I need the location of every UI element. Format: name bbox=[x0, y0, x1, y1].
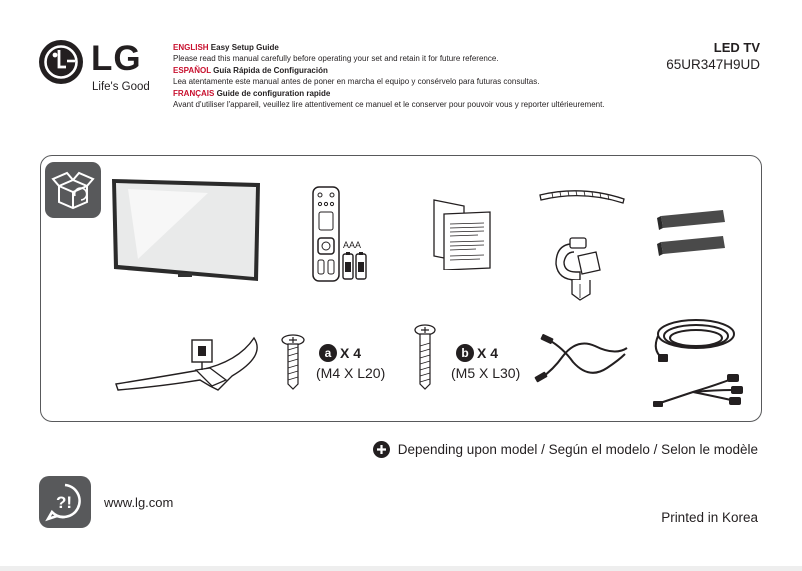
intro-body-es: Lea atentamente este manual antes de poner en marcha el equipo y consérvelo para futuras consultas. bbox=[173, 77, 540, 86]
manuals-illustration bbox=[430, 198, 498, 270]
av-gender-cable-illustration bbox=[653, 370, 745, 410]
screw-a-illustration bbox=[280, 334, 306, 390]
intro-body-en: Please read this manual carefully before operating your set and retain it for future reference. bbox=[173, 54, 499, 63]
cable-holder-illustration bbox=[550, 234, 606, 304]
screw-a-badge: a bbox=[319, 344, 337, 362]
printed-in: Printed in Korea bbox=[661, 510, 758, 525]
product-type: LED TV bbox=[713, 40, 760, 55]
intro-heading-fr bbox=[173, 88, 643, 99]
power-cord-illustration bbox=[650, 312, 742, 364]
optional-items-note bbox=[373, 441, 758, 458]
lg-face-logo-icon bbox=[39, 40, 83, 84]
intro-heading-en bbox=[173, 42, 643, 53]
screw-a-count: X 4 bbox=[340, 345, 362, 361]
screw-b-quantity bbox=[456, 344, 498, 362]
language-label: ENGLISH bbox=[173, 43, 209, 52]
question-exclamation-icon bbox=[39, 476, 91, 528]
intro-text bbox=[173, 42, 643, 111]
brand-name: LG bbox=[91, 39, 142, 78]
batteries-illustration bbox=[342, 252, 368, 280]
language-label: FRANÇAIS bbox=[173, 89, 215, 98]
lg-logo bbox=[39, 40, 159, 96]
remote-control-illustration bbox=[311, 186, 341, 282]
open-box-icon bbox=[45, 162, 101, 218]
intro-body-fr: Avant d'utiliser l'appareil, veuillez lire attentivement ce manuel et le conserver pour pouvoir vous y reporter ultérieurement. bbox=[173, 100, 605, 109]
cable-management-illustration bbox=[655, 206, 729, 258]
tv-illustration bbox=[108, 175, 264, 285]
audio-cable-illustration bbox=[533, 326, 629, 388]
stand-illustration bbox=[114, 334, 270, 398]
intro-heading-es bbox=[173, 65, 643, 76]
guide-title: Easy Setup Guide bbox=[210, 43, 279, 52]
screw-a-quantity bbox=[319, 344, 361, 362]
cable-tie-illustration bbox=[536, 187, 628, 207]
battery-label: AAA bbox=[343, 240, 362, 250]
optional-note-text: Depending upon model / Según el modelo / Selon le modèle bbox=[397, 442, 758, 457]
page-bottom-strip bbox=[0, 566, 802, 571]
screw-b-spec: (M5 X L30) bbox=[451, 365, 521, 381]
language-label: ESPAÑOL bbox=[173, 66, 211, 75]
guide-title: Guía Rápida de Configuración bbox=[213, 66, 328, 75]
svg-text:?!: ?! bbox=[56, 493, 73, 512]
screw-a-spec: (M4 X L20) bbox=[316, 365, 386, 381]
plus-circle-icon bbox=[373, 441, 390, 458]
model-info bbox=[666, 40, 760, 74]
screw-b-badge: b bbox=[456, 344, 474, 362]
website-link[interactable]: www.lg.com bbox=[104, 495, 174, 510]
screw-b-count: X 4 bbox=[477, 345, 499, 361]
screw-b-illustration bbox=[413, 324, 437, 390]
guide-title: Guide de configuration rapide bbox=[216, 89, 331, 98]
brand-tagline: Life's Good bbox=[92, 81, 150, 93]
model-number: 65UR347H9UD bbox=[666, 57, 760, 72]
